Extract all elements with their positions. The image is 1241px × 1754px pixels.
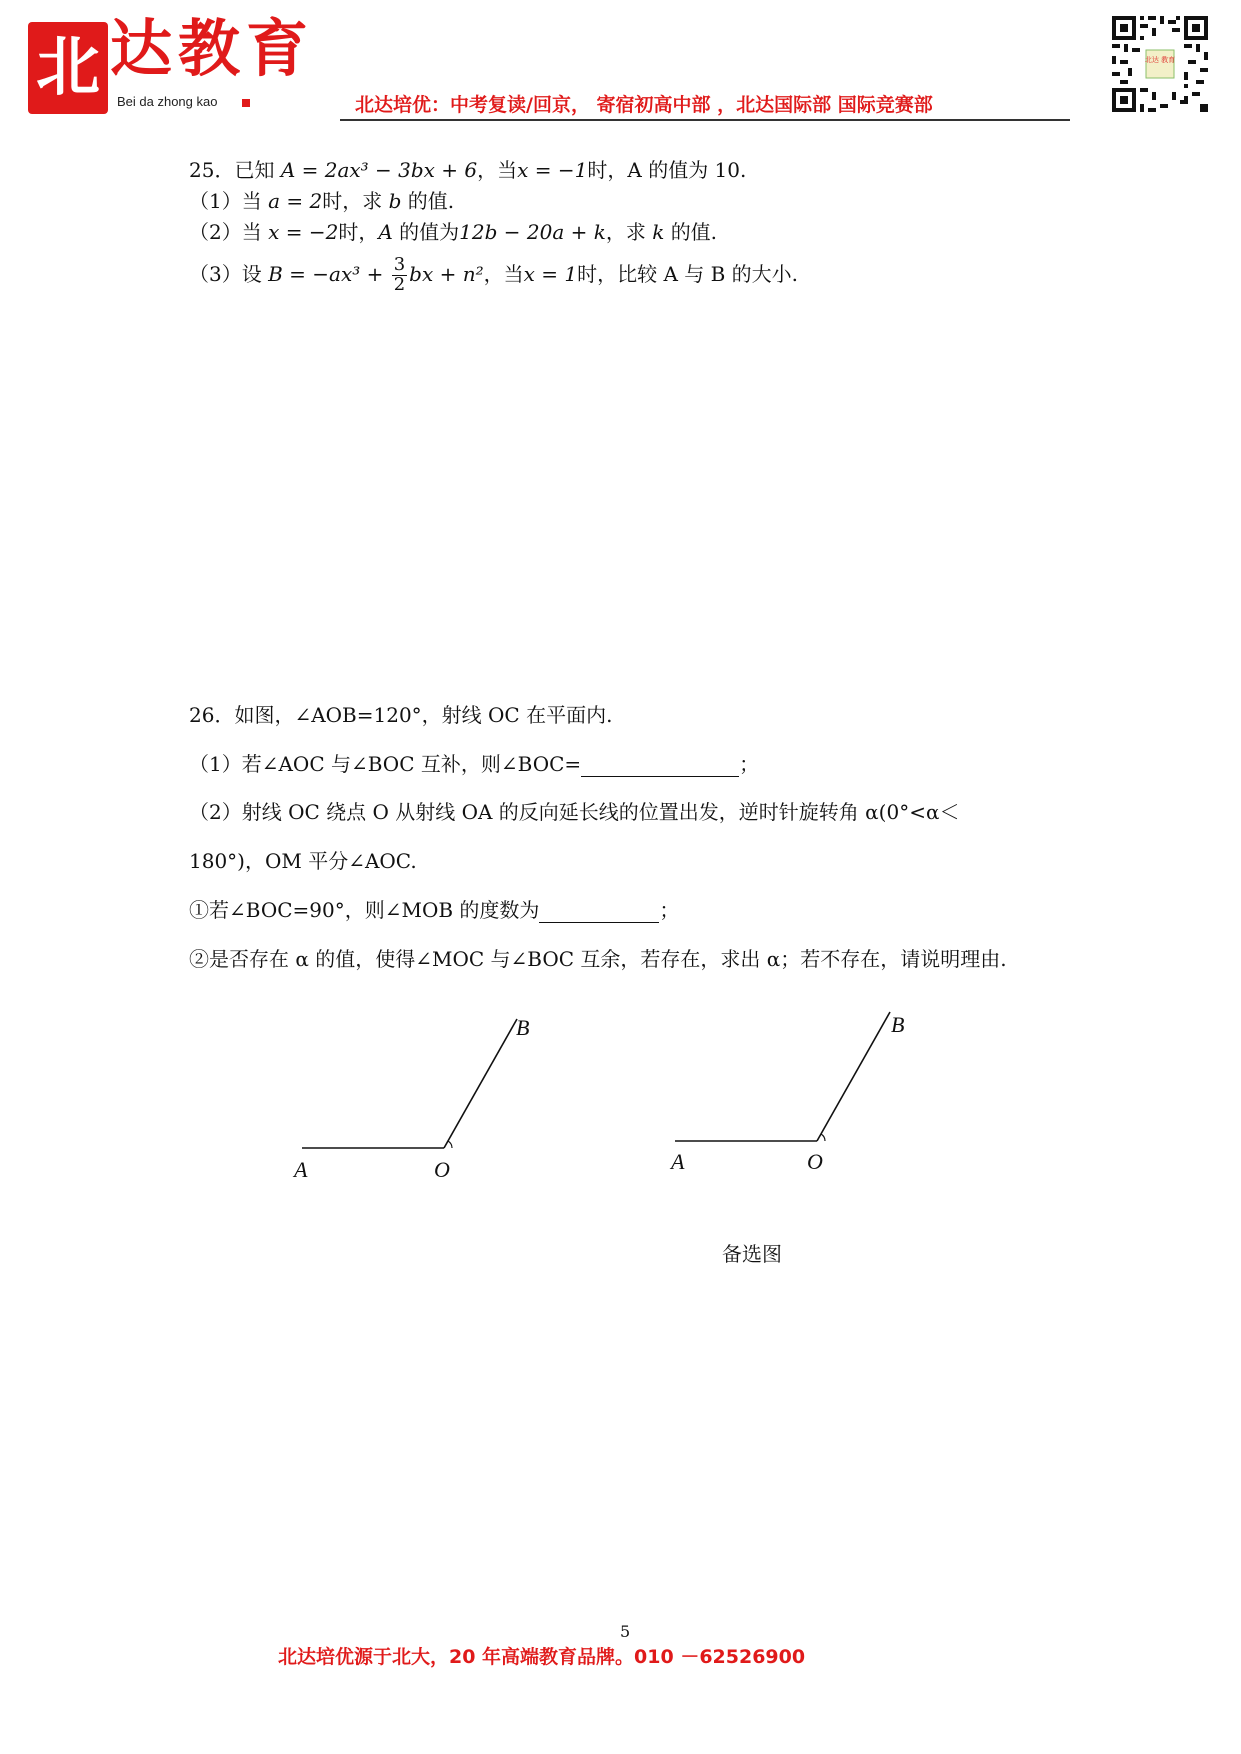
label-a: A bbox=[671, 1149, 685, 1174]
header-slogan: 北达培优：中考复读/回京， 寄宿初高中部 ，北达国际部 国际竞赛部 bbox=[355, 94, 933, 116]
ray-ob bbox=[817, 1012, 890, 1141]
figure-alternate bbox=[655, 998, 955, 1178]
footer-text: 北达培优源于北大，20 年高端教育品牌。010 －62526900 bbox=[278, 1646, 806, 1668]
qr-code-icon bbox=[1110, 14, 1210, 114]
q26-stem: 26．如图，∠AOB=120°，射线 OC 在平面内. bbox=[189, 703, 613, 727]
label-a: A bbox=[294, 1157, 308, 1182]
qr-center-text: 北达 教育 bbox=[1144, 56, 1176, 64]
logo-dot bbox=[242, 99, 250, 107]
figure-main bbox=[280, 1005, 580, 1185]
q25-part3: （3）设 B = −ax³ + $\frac{3}{2}$ bx + n²，当x = 1时，比较 A 与 B 的大小. bbox=[189, 254, 799, 295]
label-b: B bbox=[516, 1015, 530, 1040]
label-b: B bbox=[891, 1012, 905, 1037]
answer-blank[interactable] bbox=[539, 898, 659, 923]
figure-caption: 备选图 bbox=[722, 1242, 782, 1266]
logo-text: 达教育 bbox=[110, 12, 315, 85]
logo-char: 北 bbox=[36, 31, 100, 105]
q25-stem: 25．已知 A = 2ax³ − 3bx + 6，当x = −1时，A 的值为 10. bbox=[189, 158, 747, 182]
label-o: O bbox=[807, 1149, 823, 1174]
q26-sub1: ①若∠BOC=90°，则∠MOB 的度数为 ； bbox=[189, 898, 680, 922]
angle-arc bbox=[821, 1134, 825, 1141]
fraction: $\frac{3}{2}$ bbox=[393, 254, 406, 295]
logo-pinyin: Bei da zhong kao bbox=[117, 94, 218, 109]
q26-part2-line2: 180°)，OM 平分∠AOC. bbox=[189, 849, 417, 873]
q26-sub2: ②是否存在 α 的值，使得∠MOC 与∠BOC 互余，若存在，求出 α；若不存在，请说明理由. bbox=[189, 947, 1007, 971]
ray-ob bbox=[444, 1019, 517, 1148]
header-divider bbox=[340, 119, 1070, 121]
label-o: O bbox=[434, 1157, 450, 1182]
answer-blank[interactable] bbox=[581, 752, 739, 777]
q26-part1: （1）若∠AOC 与∠BOC 互补，则∠BOC= ； bbox=[189, 752, 760, 776]
q25-expression: A = 2ax³ − 3bx + 6 bbox=[280, 158, 478, 182]
q26-part2-line1: （2）射线 OC 绕点 O 从射线 OA 的反向延长线的位置出发，逆时针旋转角 α(0°<α＜ bbox=[189, 800, 960, 824]
logo-badge bbox=[28, 22, 108, 114]
q25-part2: （2）当 x = −2时，A 的值为12b − 20a + k，求 k 的值. bbox=[189, 220, 718, 244]
page-number: 5 bbox=[620, 1622, 631, 1641]
angle-arc bbox=[448, 1141, 452, 1148]
q25-part1: （1）当 a = 2时，求 b 的值. bbox=[189, 189, 455, 213]
